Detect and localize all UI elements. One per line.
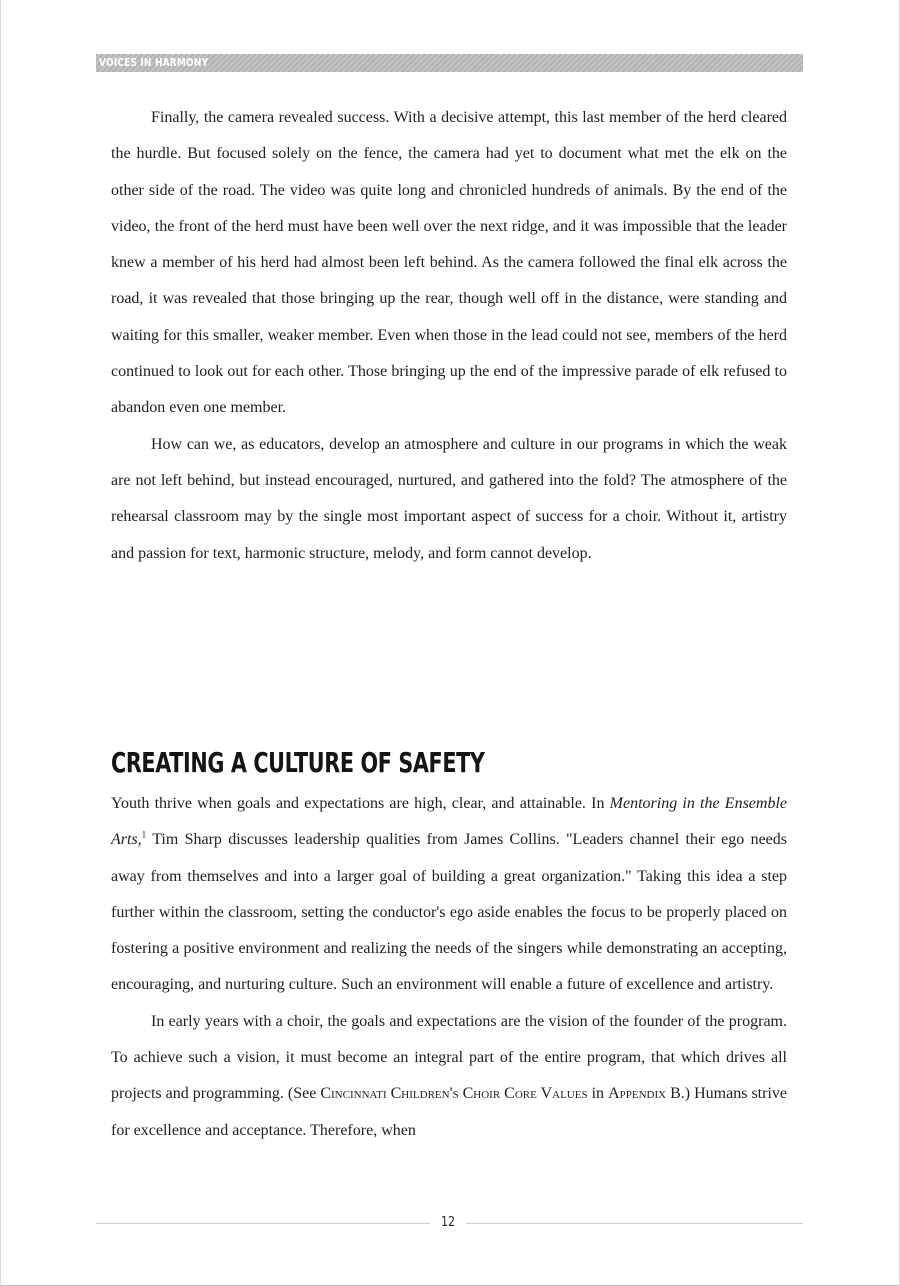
page-number: 12: [440, 1215, 456, 1230]
book-title: VOICES IN HARMONY: [99, 56, 209, 69]
footnote-marker: 1: [141, 829, 147, 840]
page-footer: [96, 1212, 803, 1234]
footer-rule-left: [96, 1223, 430, 1224]
section-heading: CREATING A CULTURE OF SAFETY: [111, 746, 485, 780]
paragraph: How can we, as educators, develop an atmosphere and culture in our programs in which the weak are not left behind, but instead encouraged, nurtured, and gathered into the fold? The atmosphere of the rehearsal classroom may by the single most important aspect of success for a choir. Without it, artistry and passion for text, harmonic structure, melody, and form cannot develop.: [111, 435, 787, 562]
paragraph: [111, 786, 787, 1004]
running-head: [96, 54, 803, 72]
cross-reference: Cincinnati Children's Choir Core Values: [320, 1085, 588, 1103]
book-citation: Mentoring in the Ensemble Arts,: [111, 795, 787, 849]
text-section-culture-of-safety: [111, 786, 787, 1149]
text-run: Youth thrive when goals and expectations are high, clear, and attainable. In: [111, 795, 610, 812]
text-section-elk-story: [111, 100, 787, 572]
paragraph: Finally, the camera revealed success. With a decisive attempt, this last member of the herd cleared the hurdle. But focused solely on the fence, the camera had yet to document what met the elk on the other side of the road. The video was quite long and chronicled hundreds of animals. By the end of the video, the front of the herd must have been well over the next ridge, and it was impossible that the leader knew a member of his herd had almost been left behind. As the camera followed the final elk across the road, it was revealed that those bringing up the rear, though well off in the distance, were standing and waiting for this smaller, weaker member. Even when those in the lead could not see, members of the herd continued to look out for each other. Those bringing up the end of the impressive parade of elk refused to abandon even one member.: [111, 109, 787, 417]
text-run: in: [587, 1085, 609, 1103]
text-run: In early years with a choir, the goals and expectations are the vision of the founder of the program. To achieve such a vision, it must become an integral part of the entire program, that which drives all projects and programming. (See: [111, 1012, 787, 1103]
paragraph: [111, 1004, 787, 1149]
footer-rule-right: [466, 1223, 803, 1224]
text-run: Tim Sharp discusses leadership qualities from James Collins. "Leaders channel their ego needs away from themselves and into a larger goal of building a great organization." Taking this idea a step further within the classroom, setting the conductor's ego aside enables the focus to be properly placed on fostering a positive environment and realizing the needs of the singers while demonstrating an accepting, encouraging, and nurturing culture. Such an environment will enable a future of excellence and artistry.: [111, 831, 787, 994]
text-run: B.) Humans strive for excellence and acceptance. Therefore, when: [111, 1085, 787, 1139]
appendix-reference: Appendix: [608, 1085, 667, 1103]
